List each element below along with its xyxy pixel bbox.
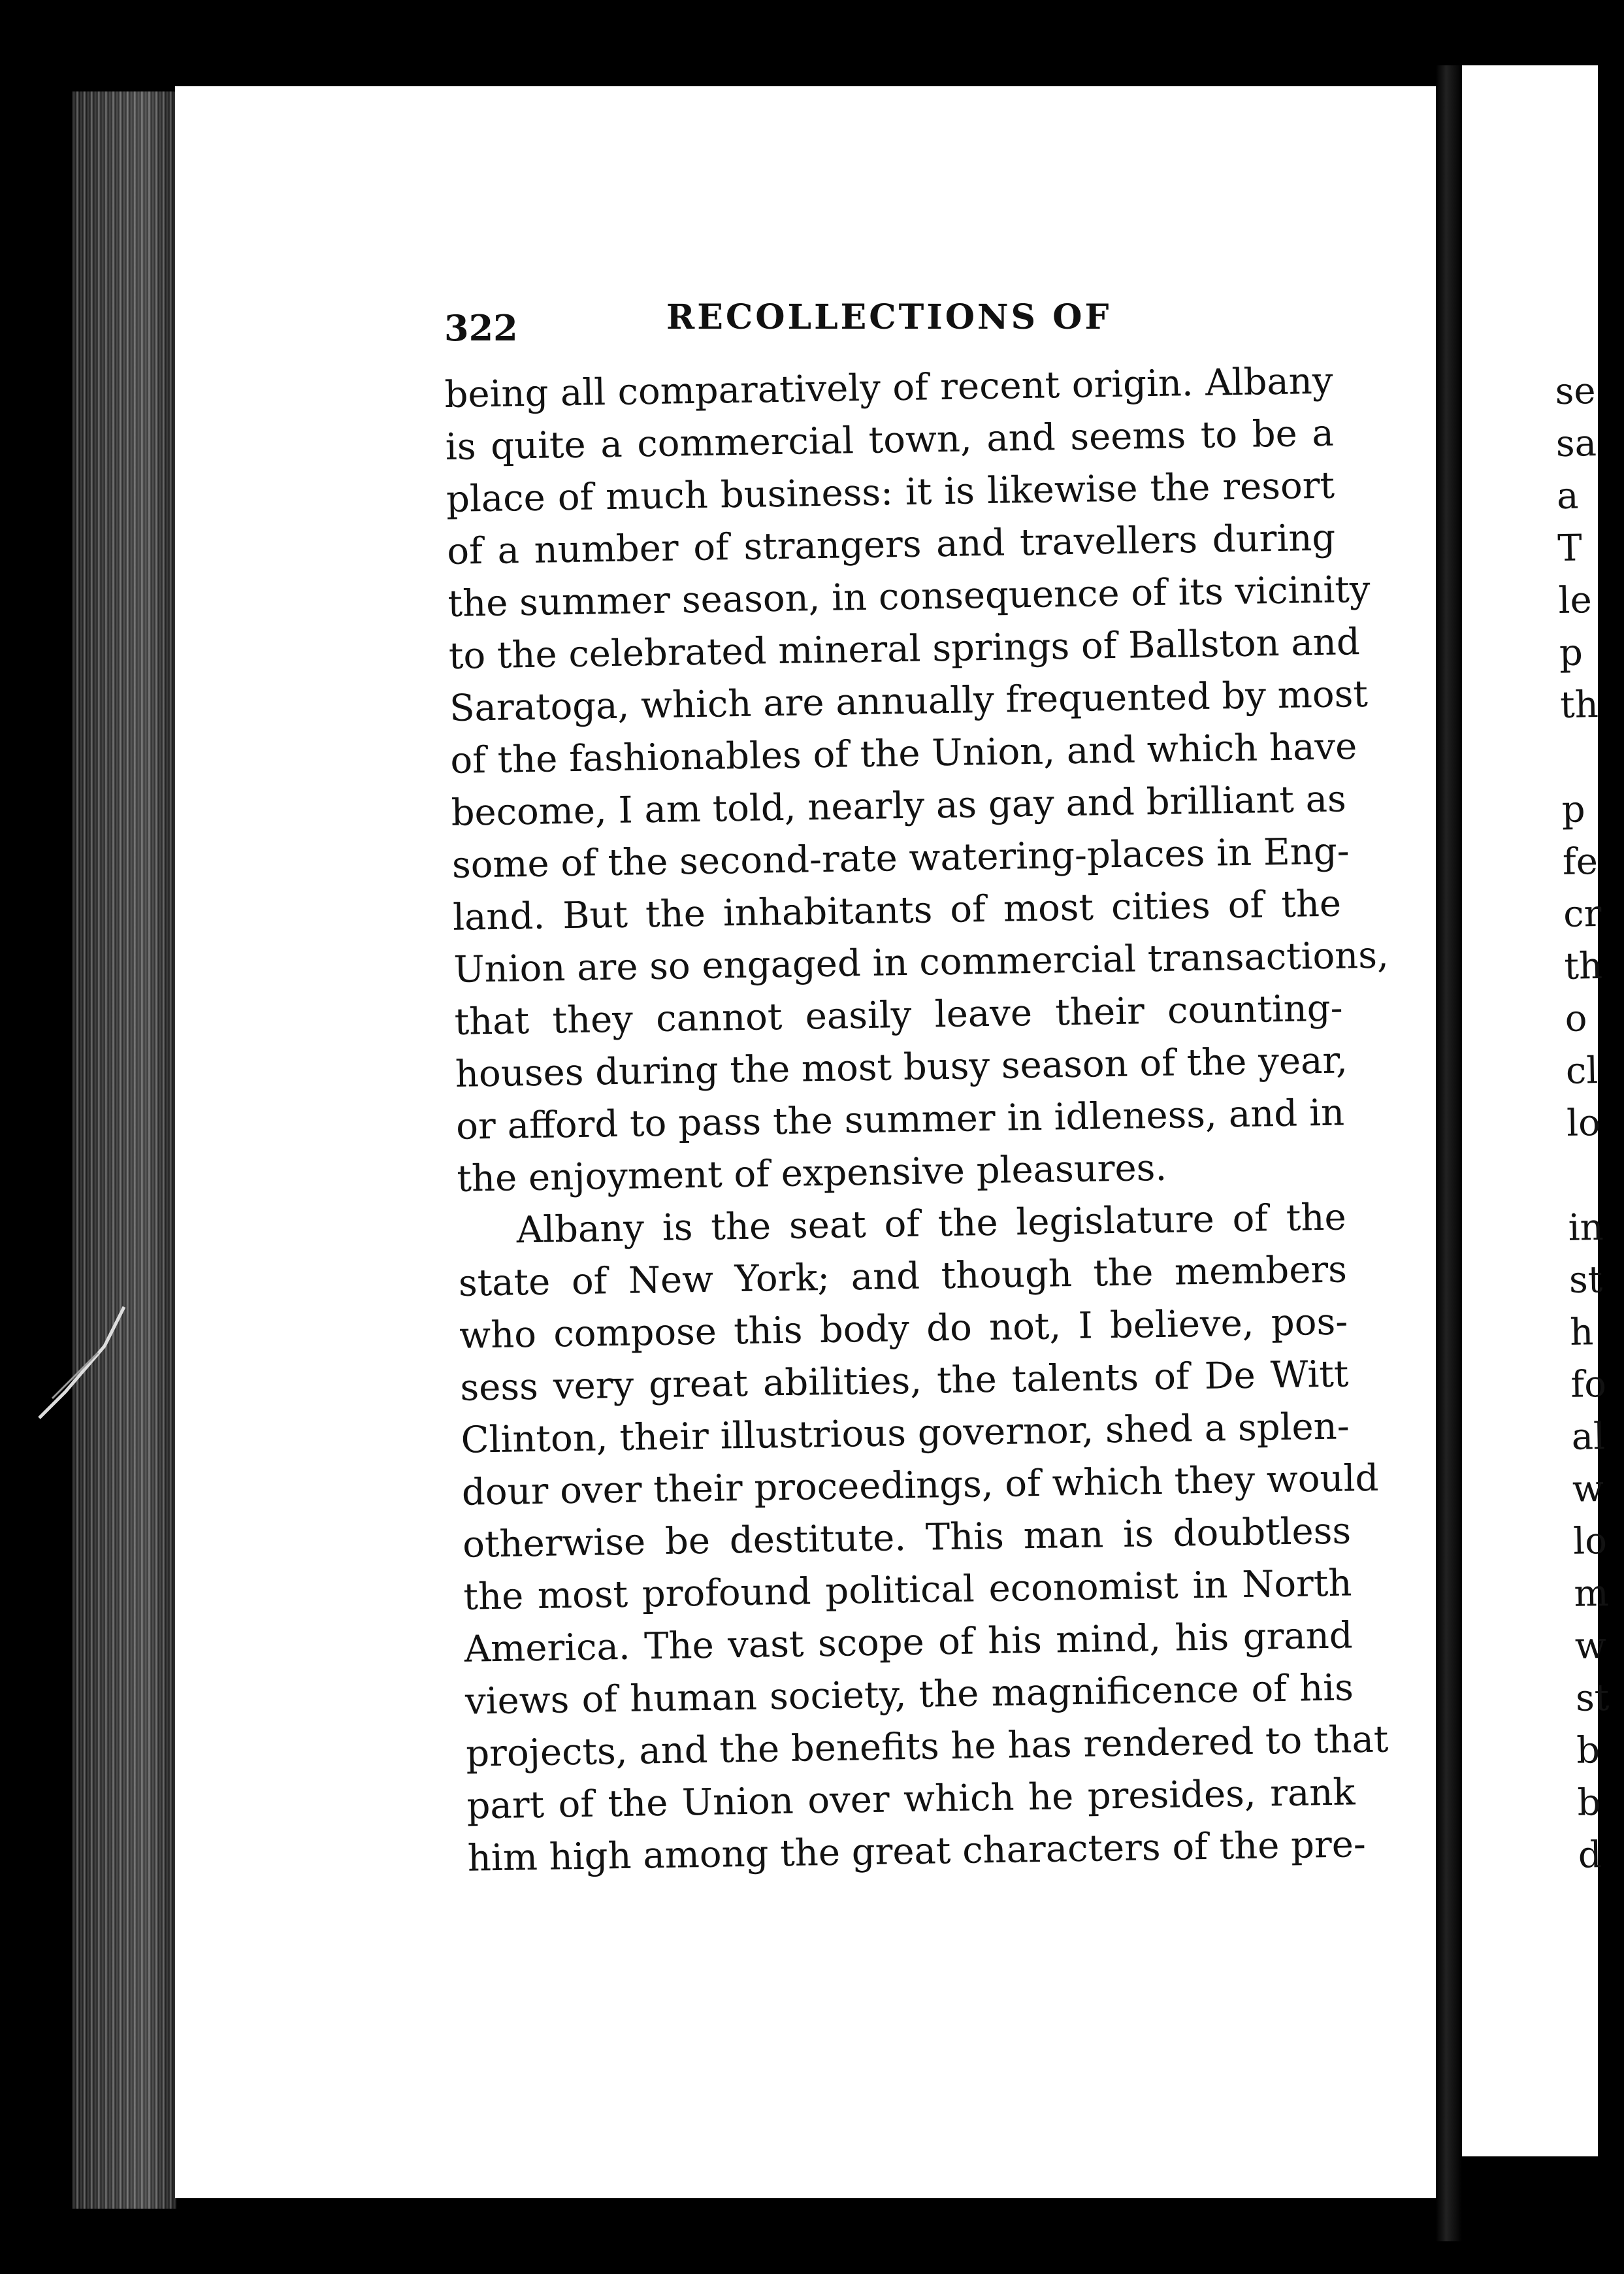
- fragment-line: cl: [1565, 1049, 1599, 1093]
- text-line: sess very great abilities, the talents of De Witt: [459, 1353, 1349, 1409]
- fragment-line: d: [1578, 1834, 1602, 1877]
- text-line: is quite a commercial town, and seems to be a: [445, 412, 1335, 469]
- text-line: America. The vast scope of his mind, his grand: [464, 1614, 1354, 1671]
- fragment-line: cr: [1563, 892, 1602, 936]
- text-line: Union are so engaged in commercial transactions,: [453, 934, 1389, 991]
- text-line: dour over their proceedings, of which they would: [461, 1457, 1379, 1514]
- text-line: state of New York; and though the members: [458, 1248, 1348, 1305]
- fragment-line: m: [1574, 1572, 1610, 1615]
- text-line: views of human society, the magnificence of his: [464, 1666, 1354, 1723]
- text-line: Saratoga, which are annually frequented by most: [449, 672, 1369, 730]
- text-line: become, I am told, nearly as gay and brilliant as: [451, 778, 1347, 834]
- text-line: being all comparatively of recent origin. Albany: [444, 359, 1333, 416]
- fragment-line: al: [1571, 1415, 1606, 1458]
- fragment-line: th: [1563, 944, 1603, 988]
- fragment-line: p: [1559, 631, 1583, 674]
- book-page-edges: [72, 91, 176, 2209]
- fragment-line: le: [1558, 579, 1593, 622]
- page-number: 322: [444, 307, 518, 349]
- text-line: Clinton, their illustrious governor, shed a splen-: [461, 1405, 1350, 1462]
- text-line: projects, and the benefits he has rendered to that: [465, 1718, 1389, 1775]
- book-gutter: [1436, 65, 1462, 2241]
- fragment-line: w: [1572, 1468, 1604, 1511]
- fragment-line: lo: [1566, 1102, 1601, 1145]
- fragment-line: o: [1565, 997, 1587, 1040]
- text-line: of the fashionables of the Union, and which have: [449, 725, 1357, 782]
- text-line: the summer season, in consequence of its vicinity: [447, 568, 1371, 625]
- fragment-line: fo: [1570, 1362, 1607, 1406]
- scratch-mark: [26, 1294, 144, 1425]
- fragment-line: [1561, 731, 1607, 784]
- fragment-line: T: [1557, 527, 1583, 570]
- text-line: to the celebrated mineral springs of Ballston and: [448, 621, 1361, 678]
- text-line: some of the second-rate watering-places in Eng-: [451, 830, 1350, 887]
- fragment-line: b: [1576, 1729, 1600, 1772]
- text-line: that they cannot easily leave their counting-: [454, 987, 1344, 1044]
- running-head: RECOLLECTIONS OF: [666, 297, 1112, 337]
- text-line: place of much business: it is likewise the resort: [446, 464, 1335, 521]
- text-line: who compose this body do not, I believe, pos-: [459, 1300, 1348, 1357]
- text-line: land. But the inhabitants of most cities of the: [452, 882, 1342, 939]
- fragment-line: w: [1574, 1624, 1607, 1668]
- text-line: otherwise be destitute. This man is doubtless: [462, 1509, 1352, 1566]
- text-line: part of the Union over which he presides, rank: [466, 1771, 1356, 1828]
- text-line: or afford to pass the summer in idleness, and in: [455, 1091, 1345, 1148]
- text-line: him high among the great characters of the pre-: [467, 1823, 1367, 1880]
- fragment-line: p: [1561, 788, 1586, 831]
- body-text: [444, 355, 1389, 1885]
- fragment-line: st: [1575, 1676, 1610, 1720]
- text-line: the enjoyment of expensive pleasures.: [456, 1146, 1167, 1200]
- fragment-line: fe: [1562, 840, 1599, 883]
- fragment-line: se: [1555, 370, 1597, 413]
- fragment-line: a: [1556, 474, 1580, 518]
- fragment-line: th: [1559, 684, 1599, 727]
- fragment-line: b: [1577, 1781, 1601, 1824]
- fragment-line: in: [1568, 1206, 1604, 1249]
- fragment-line: st: [1568, 1259, 1603, 1302]
- fragment-line: sa: [1555, 422, 1597, 465]
- fragment-line: [1567, 1149, 1614, 1202]
- fragment-line: lo: [1572, 1519, 1608, 1563]
- text-line: the most profound political economist in North: [463, 1562, 1352, 1619]
- text-line: houses during the most busy season of the year,: [455, 1039, 1348, 1096]
- fragment-line: h: [1569, 1311, 1594, 1354]
- text-line: of a number of strangers and travellers during: [446, 516, 1336, 573]
- text-line: Albany is the seat of the legislature of the: [516, 1196, 1347, 1252]
